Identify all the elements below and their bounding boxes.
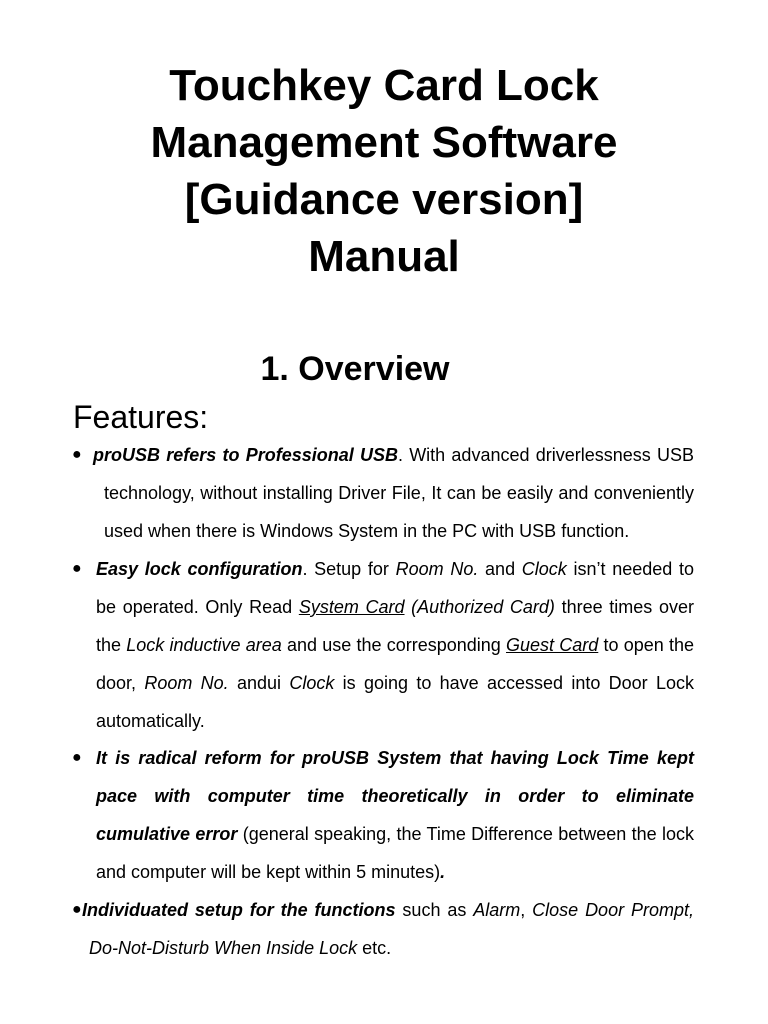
section-heading-overview: 1. Overview <box>260 350 450 388</box>
document-title <box>0 57 768 285</box>
term-clock: Clock <box>521 559 567 579</box>
term-room-no: Room No. <box>144 673 229 693</box>
features-label: Features: <box>73 399 209 435</box>
bullet-text: (general speaking, the Time Difference between the lock and computer will be kept within 5 minutes) <box>96 824 694 882</box>
feature-bullet-time-sync <box>72 739 694 891</box>
term-clock: Clock <box>289 673 335 693</box>
title-line: Management Software <box>150 118 618 167</box>
bullet-bold-text: It is radical reform for proUSB System that having Lock Time kept pace with computer time theoretically in order to eliminate cumulative error <box>96 748 694 844</box>
term-alarm: Alarm <box>473 900 521 920</box>
bullet-dot-icon: ● <box>72 901 82 918</box>
term-lock-inductive-area: Lock inductive area <box>126 635 282 655</box>
term-do-not-disturb: Do-Not-Disturb When Inside Lock <box>89 938 358 958</box>
bullet-text: , <box>520 900 533 920</box>
bullet-dot-icon: ● <box>72 446 82 463</box>
bullet-dot-icon: ● <box>72 749 82 766</box>
title-line: Manual <box>308 232 460 281</box>
bullet-second-line <box>82 929 694 967</box>
bullet-end-punctuation: . <box>440 862 446 882</box>
bullet-text: and use the corresponding <box>281 635 507 655</box>
bullet-bold-text: Individuated setup for the functions <box>82 900 396 920</box>
feature-bullet-easy-lock <box>72 550 695 740</box>
title-line: Touchkey Card Lock <box>169 61 599 110</box>
feature-bullet-individuated-setup <box>72 891 694 967</box>
term-authorized-card: (Authorized Card) <box>404 597 555 617</box>
bullet-dot-icon: ● <box>72 560 82 577</box>
bullet-text: and <box>478 559 522 579</box>
bullet-text: . With advanced driverlessness USB <box>397 445 694 465</box>
bullet-text: technology, without installing Driver File, It can be easily and conveniently used when there is Windows System in the PC with USB function. <box>104 483 694 541</box>
bullet-text: to open the door, <box>96 635 695 693</box>
bullet-text: three times over the <box>96 597 694 655</box>
bullet-first-line <box>82 891 694 929</box>
bullet-bold-text: proUSB refers to Professional USB <box>93 445 398 465</box>
bullet-first-line <box>93 436 694 474</box>
feature-bullet-prousb <box>72 436 694 550</box>
bullet-text: andui <box>228 673 290 693</box>
bullet-bold-text: Easy lock configuration <box>96 559 303 579</box>
bullet-text: such as <box>395 900 474 920</box>
term-system-card: System Card <box>298 597 405 617</box>
bullet-text: is going to have accessed into Door Lock automatically. <box>96 673 694 731</box>
bullet-text: isn’t needed to be operated. Only Read <box>96 559 694 617</box>
term-room-no: Room No. <box>395 559 479 579</box>
term-guest-card: Guest Card <box>506 635 599 655</box>
bullet-text: etc. <box>357 938 392 958</box>
bullet-text: . Setup for <box>302 559 396 579</box>
term-close-door-prompt: Close Door Prompt, <box>532 900 694 920</box>
title-line: [Guidance version] <box>184 175 584 224</box>
